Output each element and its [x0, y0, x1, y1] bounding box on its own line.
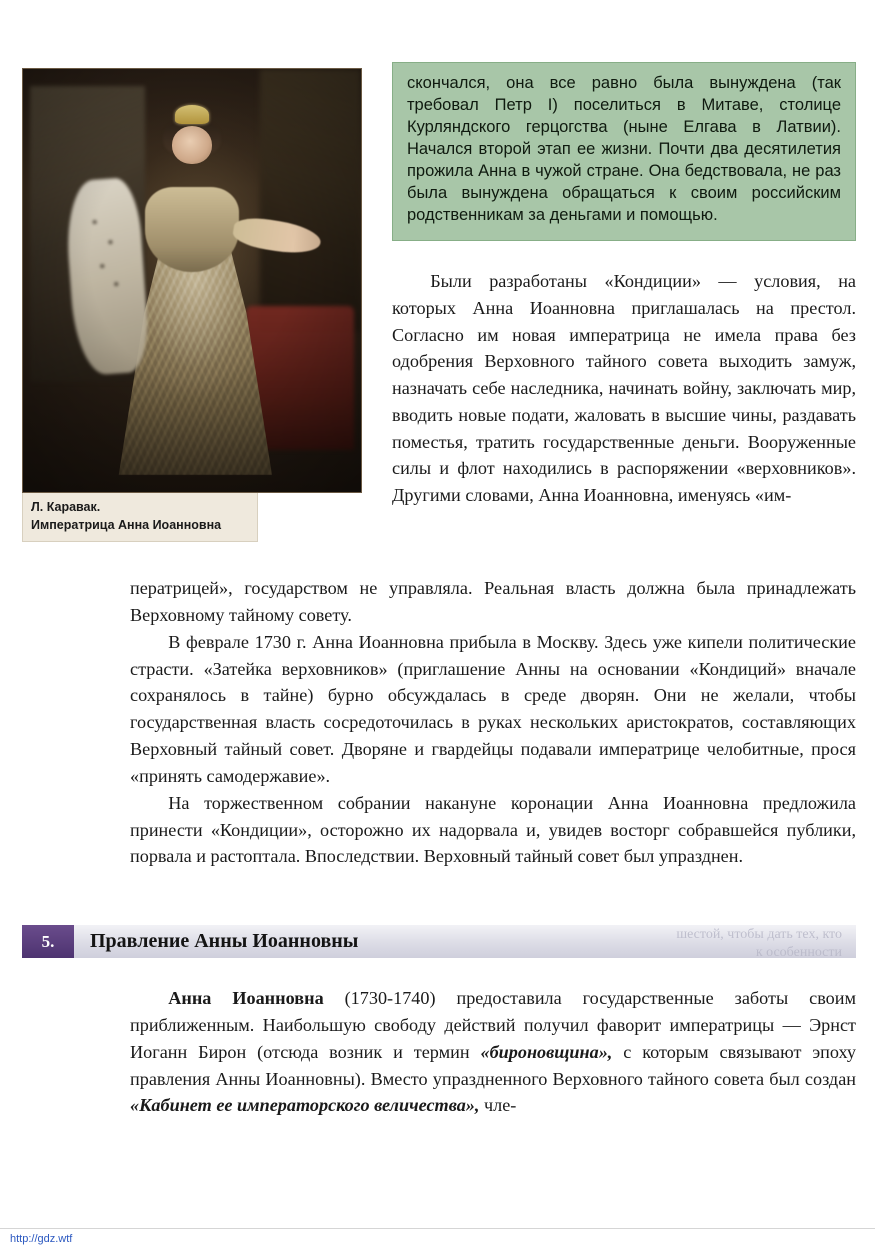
highlight-box-text: скончался, она все равно была вынуждена (так требовал Петр I) поселиться в Митаве, столице Курляндского герцогства (ныне Елгава в Латвии). Начался второй этап ее жизни. Почти два десятилетия прожила Анна в чужой стране. Она бедствовала, не раз была вынуждена обращаться к своим российским родственникам за деньгами и помощью. — [407, 74, 841, 224]
portrait-image — [22, 68, 362, 493]
section-title: Правление Анны Иоанновны — [90, 930, 359, 952]
paragraph-february-1730: В феврале 1730 г. Анна Иоанновна прибыла в Москву. Здесь уже кипели политические страсти. «Затейка верховников» (приглашение Анны на основании «Кондиций» вначале сохранялось в тайне) бурно обсуждалась в среде дворян. Они не желали, чтобы государственная власть сосредоточилась в руках нескольких аристократов, составляющих Верховный тайный совет. Дворяне и гвардейцы подавали императрице челобитные, прося «принять самодержавие». — [130, 631, 856, 786]
section-bar-ghost-text — [676, 926, 842, 958]
paragraph-conditions: Были разработаны «Кондиции» — условия, на которых Анна Иоанновна приглашалась на престол. Согласно им новая императрица не имела права без одобрения Верховного тайного совета выходить замуж, назначать себе наследника, начинать войну, заключать мир, вводить новые подати, жаловать в высшие чины, раздавать поместья, тратить государственные деньги. Вооруженные силы и флот находились в распоряжении «верховников». Другими словами, Анна Иоанновна, именуясь «им- — [392, 271, 856, 505]
paragraph-coronation: На торжественном собрании накануне коронации Анна Иоанновна предложила принести «Кондиции», осторожно их надорвала и, увидев восторг собравшейся публики, порвала и растоптала. Впоследствии. Верховный тайный совет был упразднен. — [130, 792, 856, 867]
italic-cabinet: «Кабинет ее императорского величества», — [130, 1095, 480, 1116]
right-column-paragraph — [392, 268, 856, 509]
paragraph-conditions-continued: ператрицей», государством не управляла. Реальная власть должна была принадлежать Верховному тайному совету. — [130, 578, 856, 625]
figure-caption-author: Л. Каравак. — [31, 500, 101, 514]
figure-portrait — [22, 68, 362, 542]
section-title-container — [74, 925, 856, 958]
highlight-box — [392, 62, 856, 241]
ghost-line-1: шестой, чтобы дать тех, кто — [676, 927, 842, 942]
section-text-3: чле- — [479, 1095, 517, 1116]
section-text-block — [130, 985, 856, 1119]
main-text-block — [130, 575, 856, 870]
lead-in-name: Анна Иоанновна — [168, 988, 324, 1008]
top-area — [0, 0, 875, 580]
italic-bironovshina: «бироновщина», — [480, 1041, 613, 1062]
section-header-bar — [22, 925, 856, 958]
portrait-vignette — [23, 69, 361, 492]
footer-watermark[interactable]: http://gdz.wtf — [10, 1233, 73, 1245]
section-number: 5. — [22, 925, 74, 958]
section-text-2: с которым связывают эпоху правления Анны Иоанновны). Вместо упраздненного Верховного тайного совета был создан — [130, 1041, 857, 1089]
figure-caption — [22, 493, 258, 542]
figure-caption-title: Императрица Анна Иоанновна — [31, 518, 222, 533]
section-text-1: (1730-1740) предоставила государственные заботы своим приближенным. Наибольшую свободу действий получил фаворит императрицы — Эрнст Иоганн Бирон (отсюда возник и термин — [130, 988, 857, 1062]
paragraph-anna-reign — [130, 985, 856, 1119]
ghost-line-2: к особенности — [755, 944, 842, 958]
footer-divider — [0, 1228, 875, 1229]
